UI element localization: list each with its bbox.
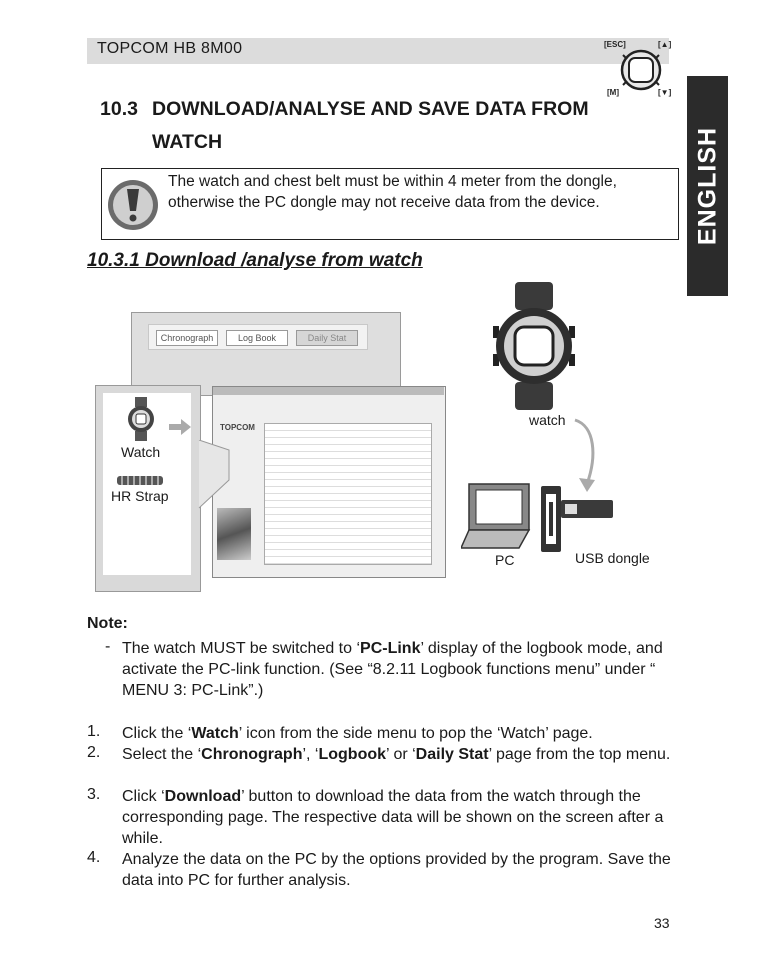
note-label: Note: bbox=[87, 615, 128, 632]
section-number: 10.3 bbox=[100, 98, 138, 120]
sidebar-strap-label: HR Strap bbox=[111, 488, 169, 504]
section-title-line2: WATCH bbox=[152, 131, 223, 153]
watch-small-icon bbox=[126, 397, 156, 441]
watch-label: watch bbox=[529, 412, 566, 428]
wrist-watch-icon bbox=[491, 282, 577, 410]
tab-daily-stat: Daily Stat bbox=[296, 330, 358, 346]
window-pointer bbox=[193, 440, 233, 510]
step-text: Click the ‘Watch’ icon from the side menu to pop the ‘Watch’ page. bbox=[122, 725, 593, 742]
step-number: 2. bbox=[87, 744, 101, 761]
sidebar-watch-label: Watch bbox=[121, 444, 161, 460]
step-number: 1. bbox=[87, 723, 101, 740]
page-number: 33 bbox=[654, 915, 670, 931]
warning-icon bbox=[106, 178, 160, 232]
window-photo bbox=[217, 508, 251, 560]
step-text: Analyze the data on the PC by the options provided by the program. Save the data into PC for further analysis. bbox=[122, 851, 671, 889]
btn-m-label: [M] bbox=[607, 88, 619, 97]
section-title-line1: DOWNLOAD/ANALYSE AND SAVE DATA FROM bbox=[152, 98, 589, 120]
language-tab bbox=[687, 76, 728, 296]
step-text: Click ‘Download’ button to download the data from the watch through the corresponding page. The respective data will be shown on the screen after a while. bbox=[122, 788, 664, 847]
tab-log-book: Log Book bbox=[226, 330, 288, 346]
step-number: 4. bbox=[87, 849, 101, 866]
watch-buttons-diagram bbox=[604, 38, 680, 100]
step-text: Select the ‘Chronograph’, ‘Logbook’ or ‘Daily Stat’ page from the top menu. bbox=[122, 746, 671, 763]
note-text: The watch MUST be switched to ‘PC-Link’ display of the logbook mode, and activate the PC-link function. (See “8.2.11 Logbook functions menu” under “ MENU 3: PC-Link”.) bbox=[122, 640, 663, 699]
btn-down-label: [▼] bbox=[658, 88, 672, 97]
pc-icon bbox=[461, 482, 533, 550]
watch-face-icon bbox=[618, 48, 664, 92]
window-logo: TOPCOM bbox=[220, 423, 255, 432]
btn-esc-label: [ESC] bbox=[604, 40, 626, 49]
tab-chronograph: Chronograph bbox=[156, 330, 218, 346]
arrow-icon bbox=[169, 418, 191, 436]
hr-strap-icon bbox=[117, 476, 163, 485]
language-tab-label: ENGLISH bbox=[693, 126, 721, 246]
warning-text: The watch and chest belt must be within 4 meter from the dongle, otherwise the PC dongle may not receive data from the device. bbox=[168, 173, 617, 211]
usb-dongle-label: USB dongle bbox=[575, 550, 650, 566]
btn-up-label: [▲] bbox=[658, 40, 672, 49]
window-titlebar bbox=[213, 387, 444, 395]
subsection-title: 10.3.1 Download /analyse from watch bbox=[87, 250, 423, 271]
download-figure bbox=[95, 280, 675, 590]
header-title: TOPCOM HB 8M00 bbox=[97, 40, 243, 57]
note-dash: - bbox=[105, 638, 111, 655]
window-content bbox=[264, 423, 432, 565]
usb-dongle-icon bbox=[537, 484, 617, 556]
step-number: 3. bbox=[87, 786, 101, 803]
pc-label: PC bbox=[495, 552, 515, 568]
